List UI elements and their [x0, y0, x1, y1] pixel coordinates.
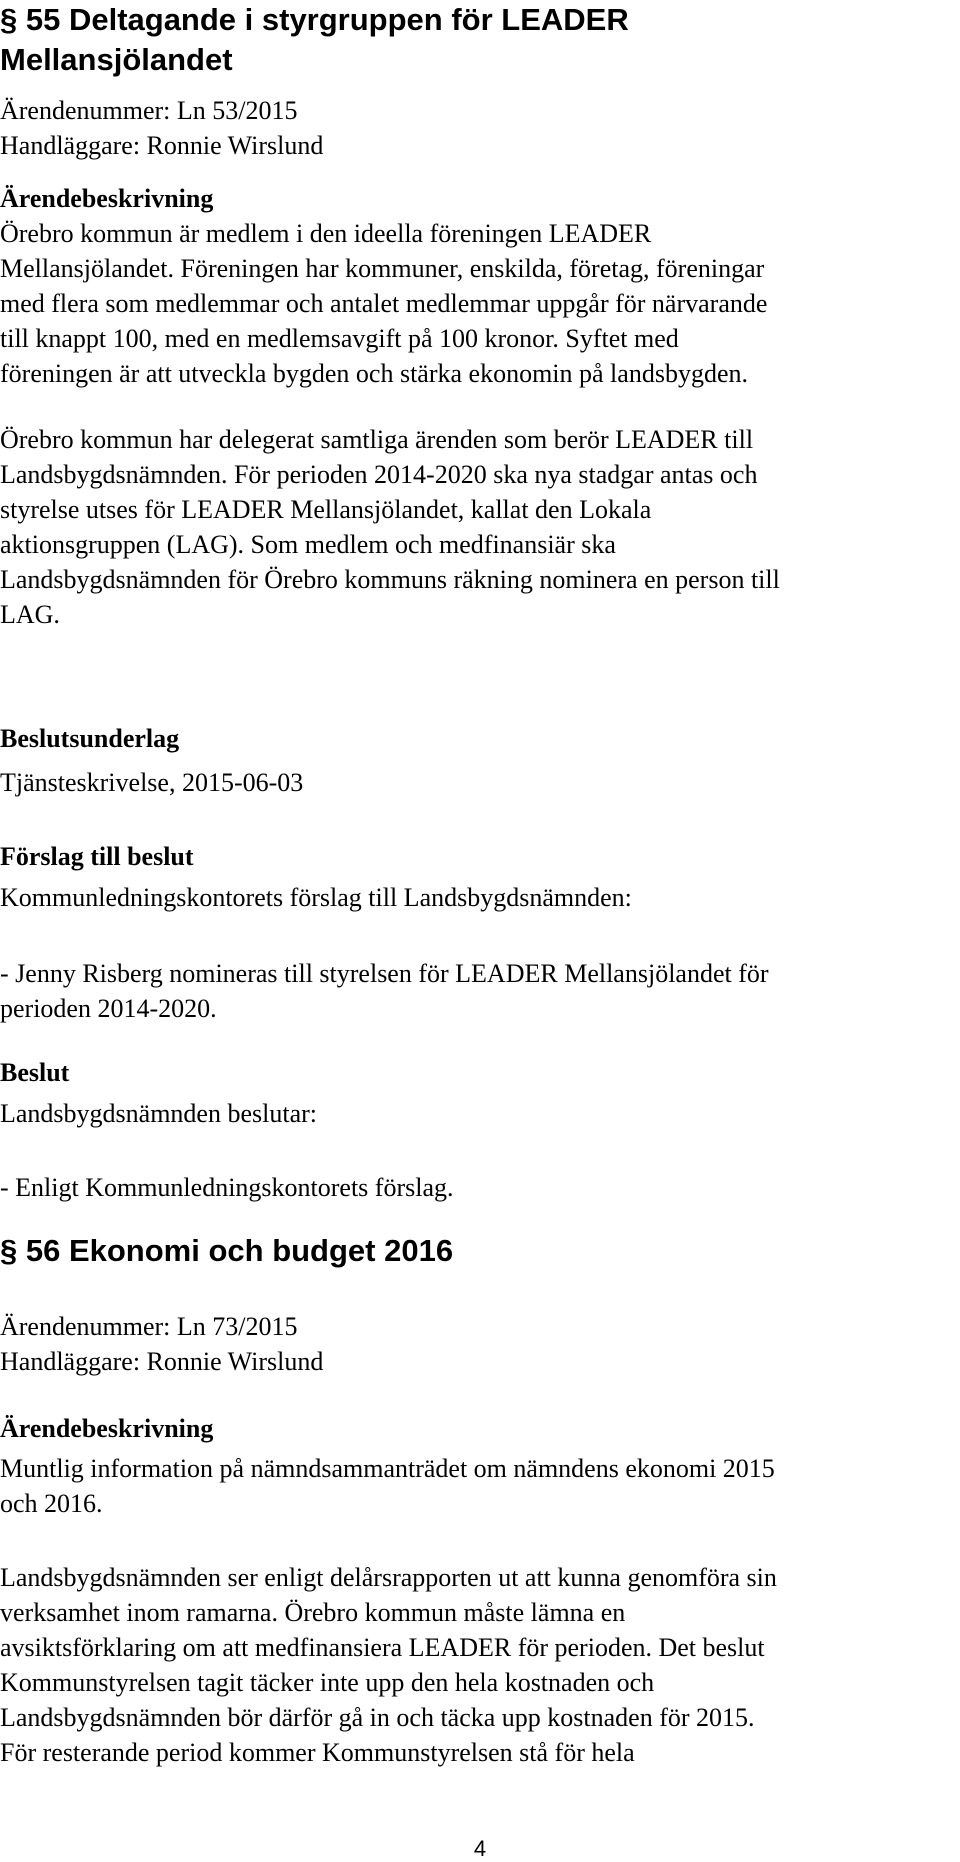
section-55-heading: [0, 0, 958, 80]
subheading-basis: Beslutsunderlag: [0, 724, 180, 753]
text-line: Landsbygdsnämnden bör därför gå in och täcka upp kostnaden för 2015.: [0, 1703, 755, 1732]
text-line: perioden 2014-2020.: [0, 994, 217, 1023]
basis-text: Tjänsteskrivelse, 2015-06-03: [0, 768, 304, 797]
description-paragraph: [0, 216, 958, 391]
description-paragraph-56: [0, 1451, 958, 1521]
text-line: Landsbygdsnämnden ser enligt delårsrapporten ut att kunna genomföra sin: [0, 1563, 777, 1592]
text-line: För resterande period kommer Kommunstyrelsen stå för hela: [0, 1738, 635, 1767]
text-line: LAG.: [0, 600, 60, 629]
text-line: Örebro kommun har delegerat samtliga ärenden som berör LEADER till: [0, 425, 754, 454]
text-line: Mellansjölandet. Föreningen har kommuner, enskilda, företag, föreningar: [0, 254, 765, 283]
text-line: styrelse utses för LEADER Mellansjölandet, kallat den Lokala: [0, 495, 652, 524]
description-paragraph-2: [0, 422, 958, 632]
proposal-text: [0, 956, 958, 1026]
case-officer: Handläggare: Ronnie Wirslund: [0, 131, 324, 160]
text-line: Muntlig information på nämndsammanträdet om nämndens ekonomi 2015: [0, 1454, 775, 1483]
text-line: med flera som medlemmar och antalet medlemmar uppgår för närvarande: [0, 289, 768, 318]
heading-line: § 55 Deltagande i styrgruppen för LEADER: [0, 2, 629, 37]
subheading-proposal: Förslag till beslut: [0, 842, 194, 871]
text-line: Kommunstyrelsen tagit täcker inte upp den hela kostnaden och: [0, 1668, 655, 1697]
text-line: - Jenny Risberg nomineras till styrelsen för LEADER Mellansjölandet för: [0, 959, 769, 988]
case-officer: Handläggare: Ronnie Wirslund: [0, 1347, 324, 1376]
text-line: föreningen är att utveckla bygden och stärka ekonomin på landsbygden.: [0, 359, 748, 388]
text-line: och 2016.: [0, 1489, 103, 1518]
text-line: Landsbygdsnämnden för Örebro kommuns räkning nominera en person till: [0, 565, 780, 594]
proposal-intro: Kommunledningskontorets förslag till Landsbygdsnämnden:: [0, 883, 632, 912]
subheading-description-56: Ärendebeskrivning: [0, 1414, 214, 1443]
text-line: Landsbygdsnämnden. För perioden 2014-2020 ska nya stadgar antas och: [0, 460, 758, 489]
case-meta: [0, 93, 958, 163]
case-meta-56: [0, 1309, 958, 1379]
case-number: Ärendenummer: Ln 73/2015: [0, 1312, 298, 1341]
page-number: 4: [473, 1836, 487, 1861]
text-line: verksamhet inom ramarna. Örebro kommun måste lämna en: [0, 1598, 626, 1627]
text-line: till knappt 100, med en medlemsavgift på 100 kronor. Syftet med: [0, 324, 679, 353]
text-line: avsiktsförklaring om att medfinansiera LEADER för perioden. Det beslut: [0, 1633, 765, 1662]
heading-line: Mellansjölandet: [0, 42, 233, 77]
subheading-description: Ärendebeskrivning: [0, 184, 214, 213]
case-number: Ärendenummer: Ln 53/2015: [0, 96, 298, 125]
section-56-heading: § 56 Ekonomi och budget 2016: [0, 1233, 454, 1268]
decision-text: - Enligt Kommunledningskontorets förslag.: [0, 1173, 454, 1202]
text-line: aktionsgruppen (LAG). Som medlem och medfinansiär ska: [0, 530, 616, 559]
decision-intro: Landsbygdsnämnden beslutar:: [0, 1099, 317, 1128]
text-line: Örebro kommun är medlem i den ideella föreningen LEADER: [0, 219, 652, 248]
subheading-decision: Beslut: [0, 1058, 70, 1087]
description-paragraph-56-2: [0, 1560, 958, 1770]
